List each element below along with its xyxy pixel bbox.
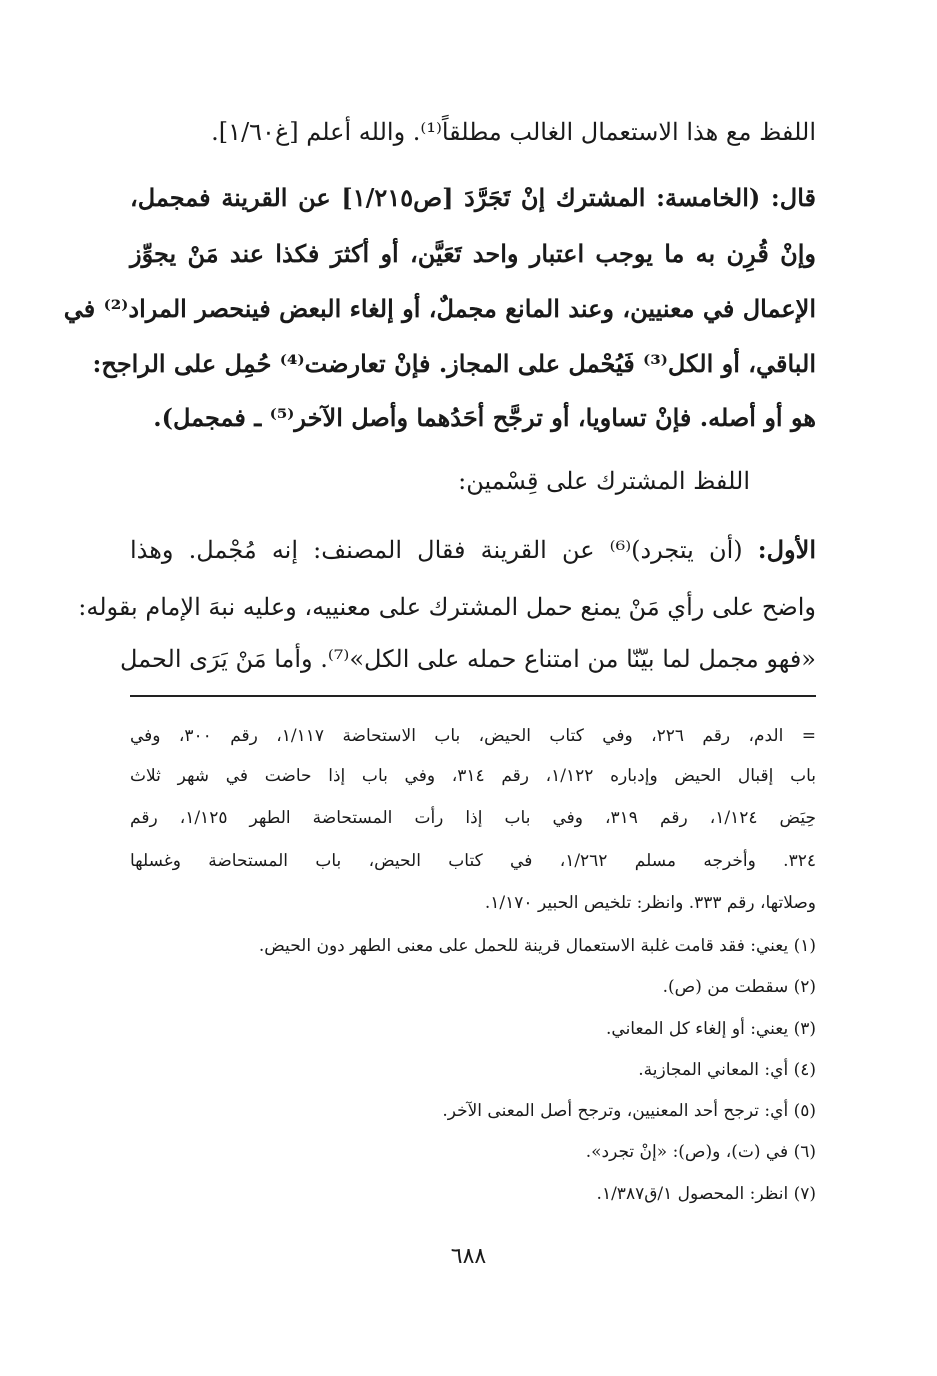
footnote-divider [130,695,816,697]
page-number: ٦٨٨ [450,1244,487,1269]
first-label: الأول: [757,535,816,564]
footnote-item: (٢) سقطت من (ص). [662,977,816,997]
quote-line: الإعمال في معنيين، وعند المانع مجملٌ، أو إلغاء البعض فينحصر المراد⁽²⁾ في [63,294,816,323]
footnote-item: (٧) انظر: المحصول ١/ق١/٣٨٧. [596,1184,816,1204]
paragraph-line [130,532,816,568]
footnote-item: (٥) أي: ترجح أحد المعنيين، وترجح أصل المعنى الآخر. [442,1101,816,1121]
intro-line: اللفظ مع هذا الاستعمال الغالب مطلقاً⁽¹⁾. والله أعلم [غ١/٦٠]. [211,118,816,146]
quote-line: هو أو أصله. فإنْ تساويا، أو ترجَّح أحَدُهما وأصل الآخر⁽⁵⁾ ـ فمجمل). [153,403,816,432]
footnote-item: (٤) أي: المعاني المجازية. [638,1060,816,1080]
footnote-line: ٣٢٤. وأخرجه مسلم ١/٢٦٢، في كتاب الحيض، باب المستحاضة وغسلها [130,851,816,871]
paragraph-line: واضح على رأي مَنْ يمنع حمل المشترك على معنييه، وعليه نبهَ الإمام بقوله: [78,593,816,621]
footnote-line: حِيَض ١/١٢٤، رقم ٣١٩، وفي باب إذا رأت المستحاضة الطهر ١/١٢٥، رقم [130,808,817,828]
footnote-item: (٦) في (ت)، و(ص): «إنْ تجرد». [585,1142,816,1162]
quote-line: قال: (الخامسة: المشترك إنْ تَجَرَّدَ [ص١/٢١٥] عن القرينة فمجمل، [130,183,816,212]
section-line: اللفظ المشترك على قِسْمين: [458,467,750,495]
footnote-item: (١) يعني: فقد قامت غلبة الاستعمال قرينة للحمل على معنى الطهر دون الحيض. [258,936,816,956]
paragraph-line: «فهو مجمل لما بيّنّا من امتناع حمله على الكل»⁽⁷⁾. وأما مَنْ يَرَى الحمل [119,645,816,673]
footnote-item: (٣) يعني: أو إلغاء كل المعاني. [606,1019,816,1039]
footnote-line: = الدم، رقم ٢٢٦، وفي كتاب الحيض، باب الاستحاضة ١/١١٧، رقم ٣٠٠، وفي [130,726,816,746]
footnote-line: وصلاتها، رقم ٣٣٣. وانظر: تلخيص الحبير ١/١٧٠. [484,893,816,913]
quote-line: الباقي، أو الكل⁽³⁾ فَيُحْمل على المجاز. فإنْ تعارضت⁽⁴⁾ حُمِل على الراجح: [92,349,816,378]
footnote-line: باب إقبال الحيض وإدباره ١/١٢٢، رقم ٣١٤، وفي باب إذا حاضت في شهر ثلاث [130,766,817,786]
quote-line: وإنْ قُرِن به ما يوجب اعتبار واحد تَعَيَّن، أو أكثرَ فكذا عند مَنْ يجوِّز [130,239,816,268]
first-line-text: (أن يتجرد)⁽⁶⁾ عن القرينة فقال المصنف: إنه مُجْمل. وهذا [130,536,743,564]
